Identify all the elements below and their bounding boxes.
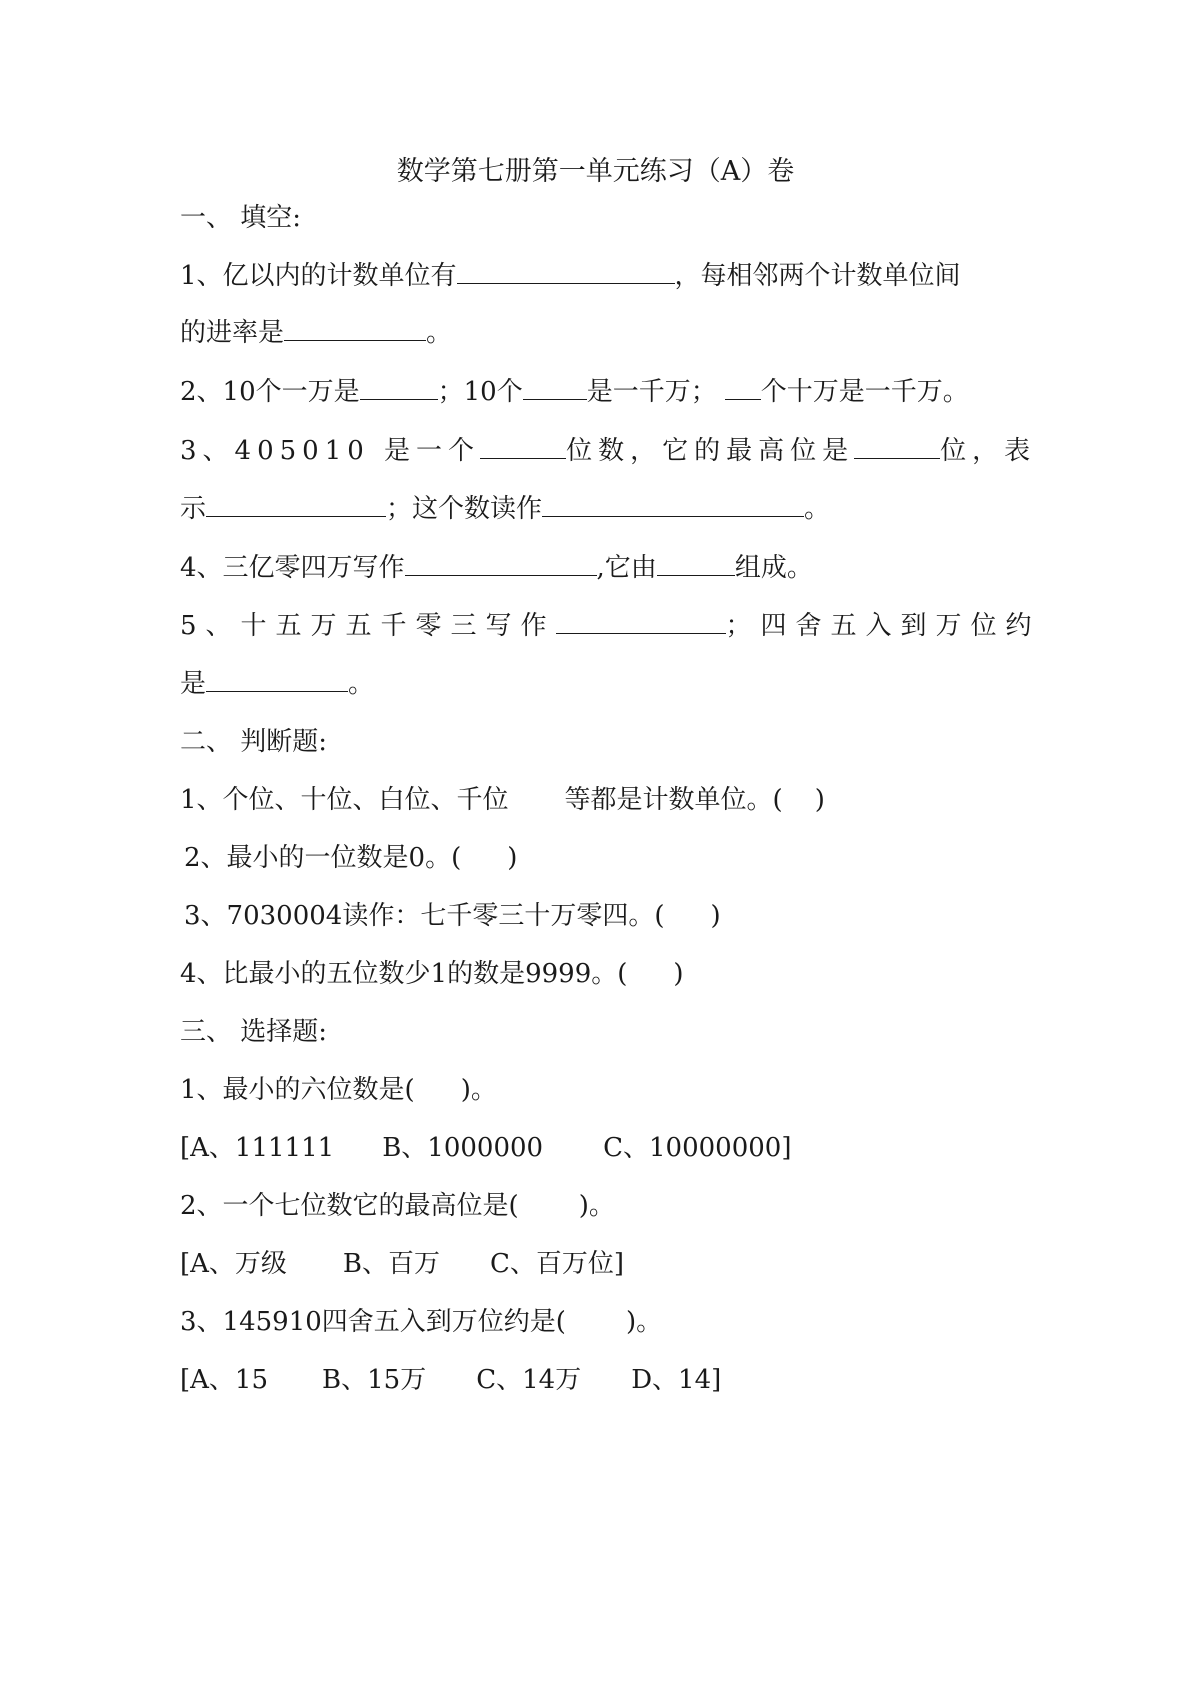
option-b[interactable]: B、15万 (322, 1365, 427, 1395)
answer-blank[interactable] (657, 549, 735, 576)
page-title: 数学第七册第一单元练习（A）卷 (396, 156, 795, 187)
question-text: ,它由 (596, 553, 657, 583)
question-text: 。 (804, 494, 831, 524)
answer-blank[interactable] (405, 549, 597, 576)
question-text: 4、比最小的五位数少1的数是9999。( (180, 959, 628, 989)
answer-blank[interactable] (542, 490, 804, 517)
question-text: 是 (180, 669, 207, 699)
fill-question-1 (180, 256, 1020, 296)
option-d[interactable]: D、14] (631, 1365, 722, 1395)
judge-question-2 (184, 838, 1024, 878)
question-text: )。 (578, 1191, 615, 1221)
question-text: ；四舍五入到万位约 (725, 611, 1041, 641)
answer-blank[interactable] (556, 607, 726, 634)
question-text: 是一千万； (586, 377, 717, 407)
question-text: 2、一个七位数它的最高位是( (180, 1191, 519, 1221)
option-b[interactable]: B、百万 (342, 1249, 441, 1279)
question-text: 。 (426, 318, 453, 348)
question-text: 2、最小的一位数是0。( (184, 843, 462, 873)
judge-question-1 (180, 780, 1020, 820)
answer-blank[interactable] (725, 373, 761, 400)
question-text: 组成。 (734, 553, 813, 583)
question-text: ) (710, 901, 721, 931)
judge-question-3 (184, 896, 1024, 936)
choice-question-2-options (180, 1244, 1020, 1284)
answer-blank[interactable] (206, 490, 386, 517)
question-text: 3、145910四舍五入到万位约是( (180, 1307, 566, 1337)
question-text: 的进率是 (180, 318, 285, 348)
question-text: 2、10个一万是 (180, 377, 360, 407)
option-c[interactable]: C、百万位] (490, 1249, 625, 1279)
section-heading-fill: 一、 填空: (180, 203, 302, 233)
question-text: 1、最小的六位数是( (180, 1075, 415, 1105)
answer-blank[interactable] (360, 373, 438, 400)
choice-question-1-options (180, 1128, 1020, 1168)
question-text: ) (814, 785, 825, 815)
question-text: 位数，它的最高位是 (566, 436, 855, 466)
fill-question-5 (180, 606, 1041, 646)
question-text: 3、405010 是一个 (180, 436, 481, 466)
question-text: ；10个 (437, 377, 523, 407)
question-text: 个十万是一千万。 (760, 377, 969, 407)
option-c[interactable]: C、10000000] (603, 1133, 792, 1163)
question-text: 示 (180, 494, 207, 524)
question-text: 4、三亿零四万写作 (180, 553, 405, 583)
fill-question-3 (180, 431, 1037, 471)
choice-question-3 (180, 1302, 1020, 1342)
option-a[interactable]: [A、万级 (180, 1249, 287, 1279)
option-c[interactable]: C、14万 (476, 1365, 582, 1395)
question-text: ) (673, 959, 684, 989)
option-a[interactable]: [A、15 (180, 1365, 269, 1395)
question-text: 1、亿以内的计数单位有 (180, 261, 457, 291)
choice-question-2 (180, 1186, 1020, 1226)
question-text: 5、十五万五千零三写作 (180, 611, 556, 641)
question-text: 。 (348, 669, 375, 699)
section-heading-choice: 三、 选择题: (180, 1017, 328, 1047)
question-text: 1、个位、十位、白位、千位 (180, 785, 509, 815)
answer-blank[interactable] (480, 432, 566, 459)
answer-blank[interactable] (206, 665, 348, 692)
answer-blank[interactable] (284, 314, 426, 341)
question-text: 3、7030004读作：七千零三十万零四。( (184, 901, 665, 931)
choice-question-1 (180, 1070, 1020, 1110)
question-text: ；这个数读作 (386, 494, 543, 524)
option-b[interactable]: B、1000000 (382, 1133, 544, 1163)
answer-blank[interactable] (523, 373, 587, 400)
question-text: )。 (460, 1075, 497, 1105)
fill-question-2 (180, 372, 1020, 412)
fill-question-3-cont (180, 489, 1020, 529)
option-a[interactable]: [A、111111 (180, 1133, 335, 1163)
question-text: 位，表 (940, 436, 1037, 466)
question-text: 等都是计数单位。( (564, 785, 783, 815)
answer-blank[interactable] (854, 432, 940, 459)
choice-question-3-options (180, 1360, 1020, 1400)
fill-question-5-cont (180, 664, 1020, 704)
question-text: )。 (625, 1307, 663, 1337)
question-text: ) (507, 843, 518, 873)
answer-blank[interactable] (457, 257, 675, 284)
question-text: ，每相邻两个计数单位间 (674, 261, 961, 291)
fill-question-4 (180, 548, 1020, 588)
judge-question-4 (180, 954, 1020, 994)
section-heading-judge: 二、 判断题: (180, 727, 328, 757)
fill-question-1-cont (180, 313, 1020, 353)
